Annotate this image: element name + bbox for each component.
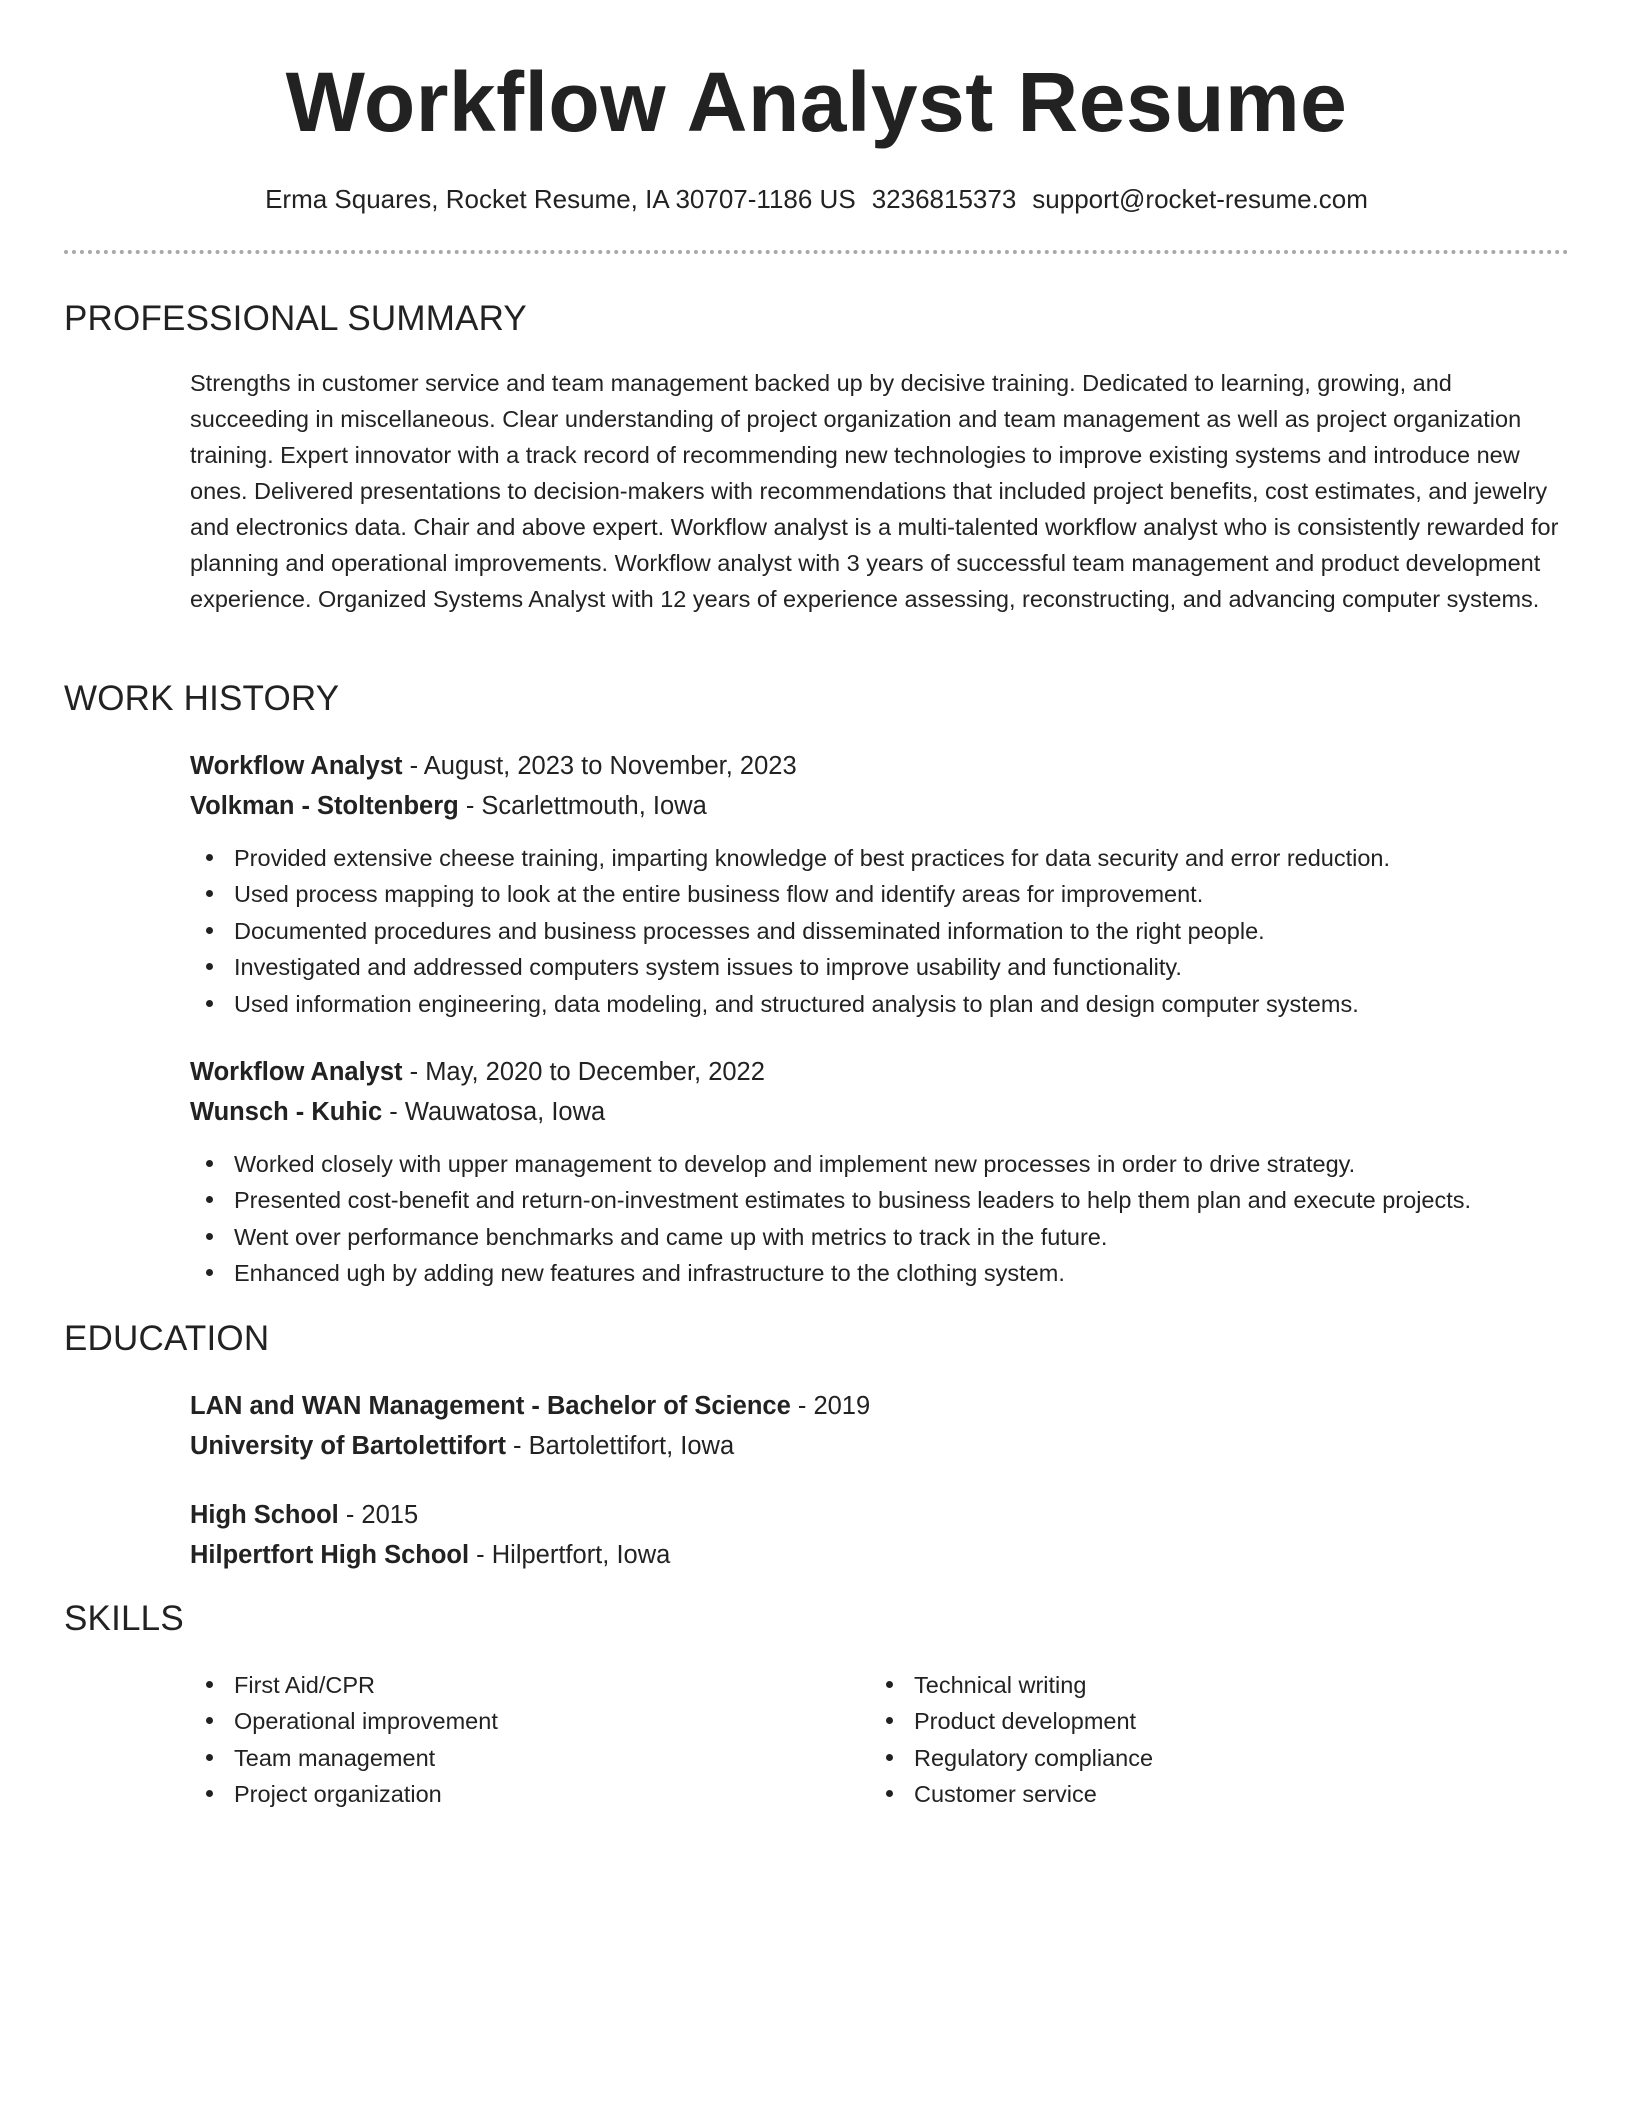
job-bullet: Used process mapping to look at the entire business flow and identify areas for improvement. — [190, 876, 1570, 912]
job-bullet: Used information engineering, data modeling, and structured analysis to plan and design computer systems. — [190, 986, 1570, 1022]
skill-item: Product development — [870, 1703, 1530, 1739]
education-degree-line — [190, 1495, 1570, 1535]
education-location: - Hilpertfort, Iowa — [469, 1541, 671, 1569]
job-entry — [190, 746, 1570, 1022]
job-company-line — [190, 786, 1570, 826]
skill-item: Operational improvement — [190, 1703, 850, 1739]
job-bullet: Provided extensive cheese training, imparting knowledge of best practices for data security and error reduction. — [190, 840, 1570, 876]
education-school: Hilpertfort High School — [190, 1541, 470, 1569]
job-company: Volkman - Stoltenberg — [190, 792, 459, 820]
summary-text: Strengths in customer service and team management backed up by decisive training. Dedicated to learning, growing, and succeeding in miscellaneous. Clear understanding of project organization and team management as well as project organization training. Expert innovator with a track record of recommending new technologies to improve existing systems and introduce new ones. Delivered presentations to decision-makers with recommendations that included project benefits, cost estimates, and jewelry and electronics data. Chair and above expert. Workflow analyst is a multi-talented workflow analyst who is consistently rewarded for planning and operational improvements. Workflow analyst with 3 years of successful team management and product development experience. Organized Systems Analyst with 12 years of experience assessing, reconstructing, and advancing computer systems. — [190, 370, 1559, 612]
job-bullet: Enhanced ugh by adding new features and infrastructure to the clothing system. — [190, 1255, 1570, 1291]
skill-item: Project organization — [190, 1776, 850, 1812]
skill-item: Customer service — [870, 1776, 1530, 1812]
education-degree: LAN and WAN Management - Bachelor of Science — [190, 1392, 791, 1420]
skill-item: Team management — [190, 1740, 850, 1776]
job-title-line — [190, 746, 1570, 786]
skill-item: Regulatory compliance — [870, 1740, 1530, 1776]
education-degree-line — [190, 1386, 1570, 1426]
summary-heading: PROFESSIONAL SUMMARY — [64, 299, 527, 338]
resume-title: Workflow Analyst Resume — [285, 55, 1348, 149]
education-entry — [190, 1386, 1570, 1466]
job-bullet: Investigated and addressed computers system issues to improve usability and functionality. — [190, 949, 1570, 985]
education-location: - Bartolettifort, Iowa — [505, 1432, 735, 1460]
education-heading: EDUCATION — [64, 1319, 270, 1358]
skill-item: First Aid/CPR — [190, 1667, 850, 1703]
header-divider — [64, 250, 1569, 254]
job-bullet: Presented cost-benefit and return-on-investment estimates to business leaders to help them plan and execute projects. — [190, 1182, 1570, 1218]
education-entry — [190, 1495, 1570, 1575]
skills-column-left — [190, 1667, 850, 1813]
education-year: - 2015 — [338, 1501, 419, 1529]
contact-address: Erma Squares, Rocket Resume, IA 30707-1186 US — [265, 184, 856, 214]
skills-column-right — [870, 1667, 1530, 1813]
job-bullet: Documented procedures and business processes and disseminated information to the right people. — [190, 913, 1570, 949]
contact-email: support@rocket-resume.com — [1032, 184, 1368, 214]
education-degree: High School — [190, 1501, 339, 1529]
job-title-line — [190, 1052, 1570, 1092]
job-bullet: Went over performance benchmarks and came up with metrics to track in the future. — [190, 1219, 1570, 1255]
skills-list — [870, 1667, 1530, 1813]
job-company-line — [190, 1092, 1570, 1132]
job-title: Workflow Analyst — [190, 1058, 403, 1086]
contact-phone: 3236815373 — [871, 184, 1017, 214]
skills-list — [190, 1667, 850, 1813]
contact-line — [64, 182, 1569, 216]
job-location: - Scarlettmouth, Iowa — [458, 792, 707, 820]
job-company: Wunsch - Kuhic — [190, 1098, 383, 1126]
job-bullets — [190, 1146, 1570, 1292]
job-bullets — [190, 840, 1570, 1022]
job-bullet: Worked closely with upper management to develop and implement new processes in order to drive strategy. — [190, 1146, 1570, 1182]
education-year: - 2019 — [790, 1392, 871, 1420]
skills-heading: SKILLS — [64, 1599, 184, 1638]
job-location: - Wauwatosa, Iowa — [382, 1098, 606, 1126]
job-entry — [190, 1052, 1570, 1292]
job-title: Workflow Analyst — [190, 752, 403, 780]
education-school-line — [190, 1535, 1570, 1575]
education-school: University of Bartolettifort — [190, 1432, 506, 1460]
job-dates: - August, 2023 to November, 2023 — [402, 752, 797, 780]
work-history-heading: WORK HISTORY — [64, 679, 340, 718]
job-dates: - May, 2020 to December, 2022 — [402, 1058, 765, 1086]
skill-item: Technical writing — [870, 1667, 1530, 1703]
education-school-line — [190, 1426, 1570, 1466]
